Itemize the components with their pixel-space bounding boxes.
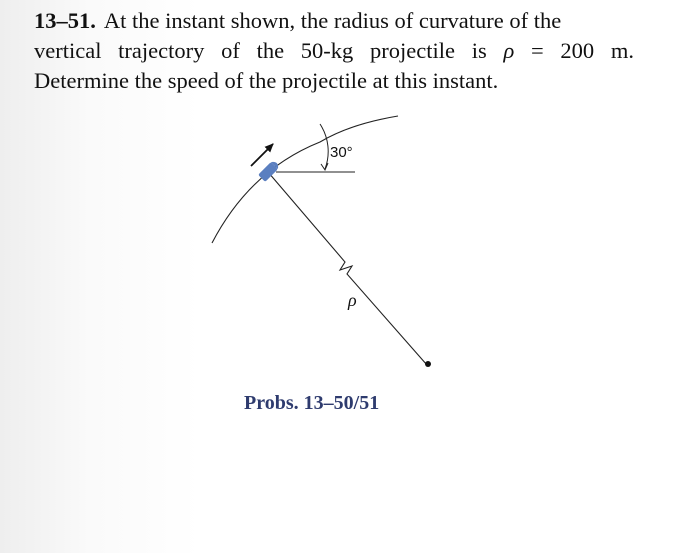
rho-symbol: ρ	[503, 38, 515, 63]
rho-label: ρ	[348, 290, 357, 310]
figure-caption: Probs. 13–50/51	[244, 392, 380, 414]
problem-text-2a: vertical trajectory of the 50-kg projectile is	[34, 38, 504, 63]
velocity-arrow-icon	[251, 144, 273, 166]
center-of-curvature-dot	[425, 361, 431, 367]
angle-label: 30°	[330, 144, 353, 161]
radius-line	[268, 172, 427, 365]
problem-text-1: At the instant shown, the radius of curvature of the	[103, 8, 562, 33]
problem-line-3: Determine the speed of the projectile at this instant.	[34, 68, 499, 93]
angle-arc	[320, 124, 328, 169]
problem-text-2b: = 200 m.	[514, 38, 634, 63]
trajectory-curve	[212, 116, 398, 243]
problem-number: 13–51.	[34, 8, 96, 33]
